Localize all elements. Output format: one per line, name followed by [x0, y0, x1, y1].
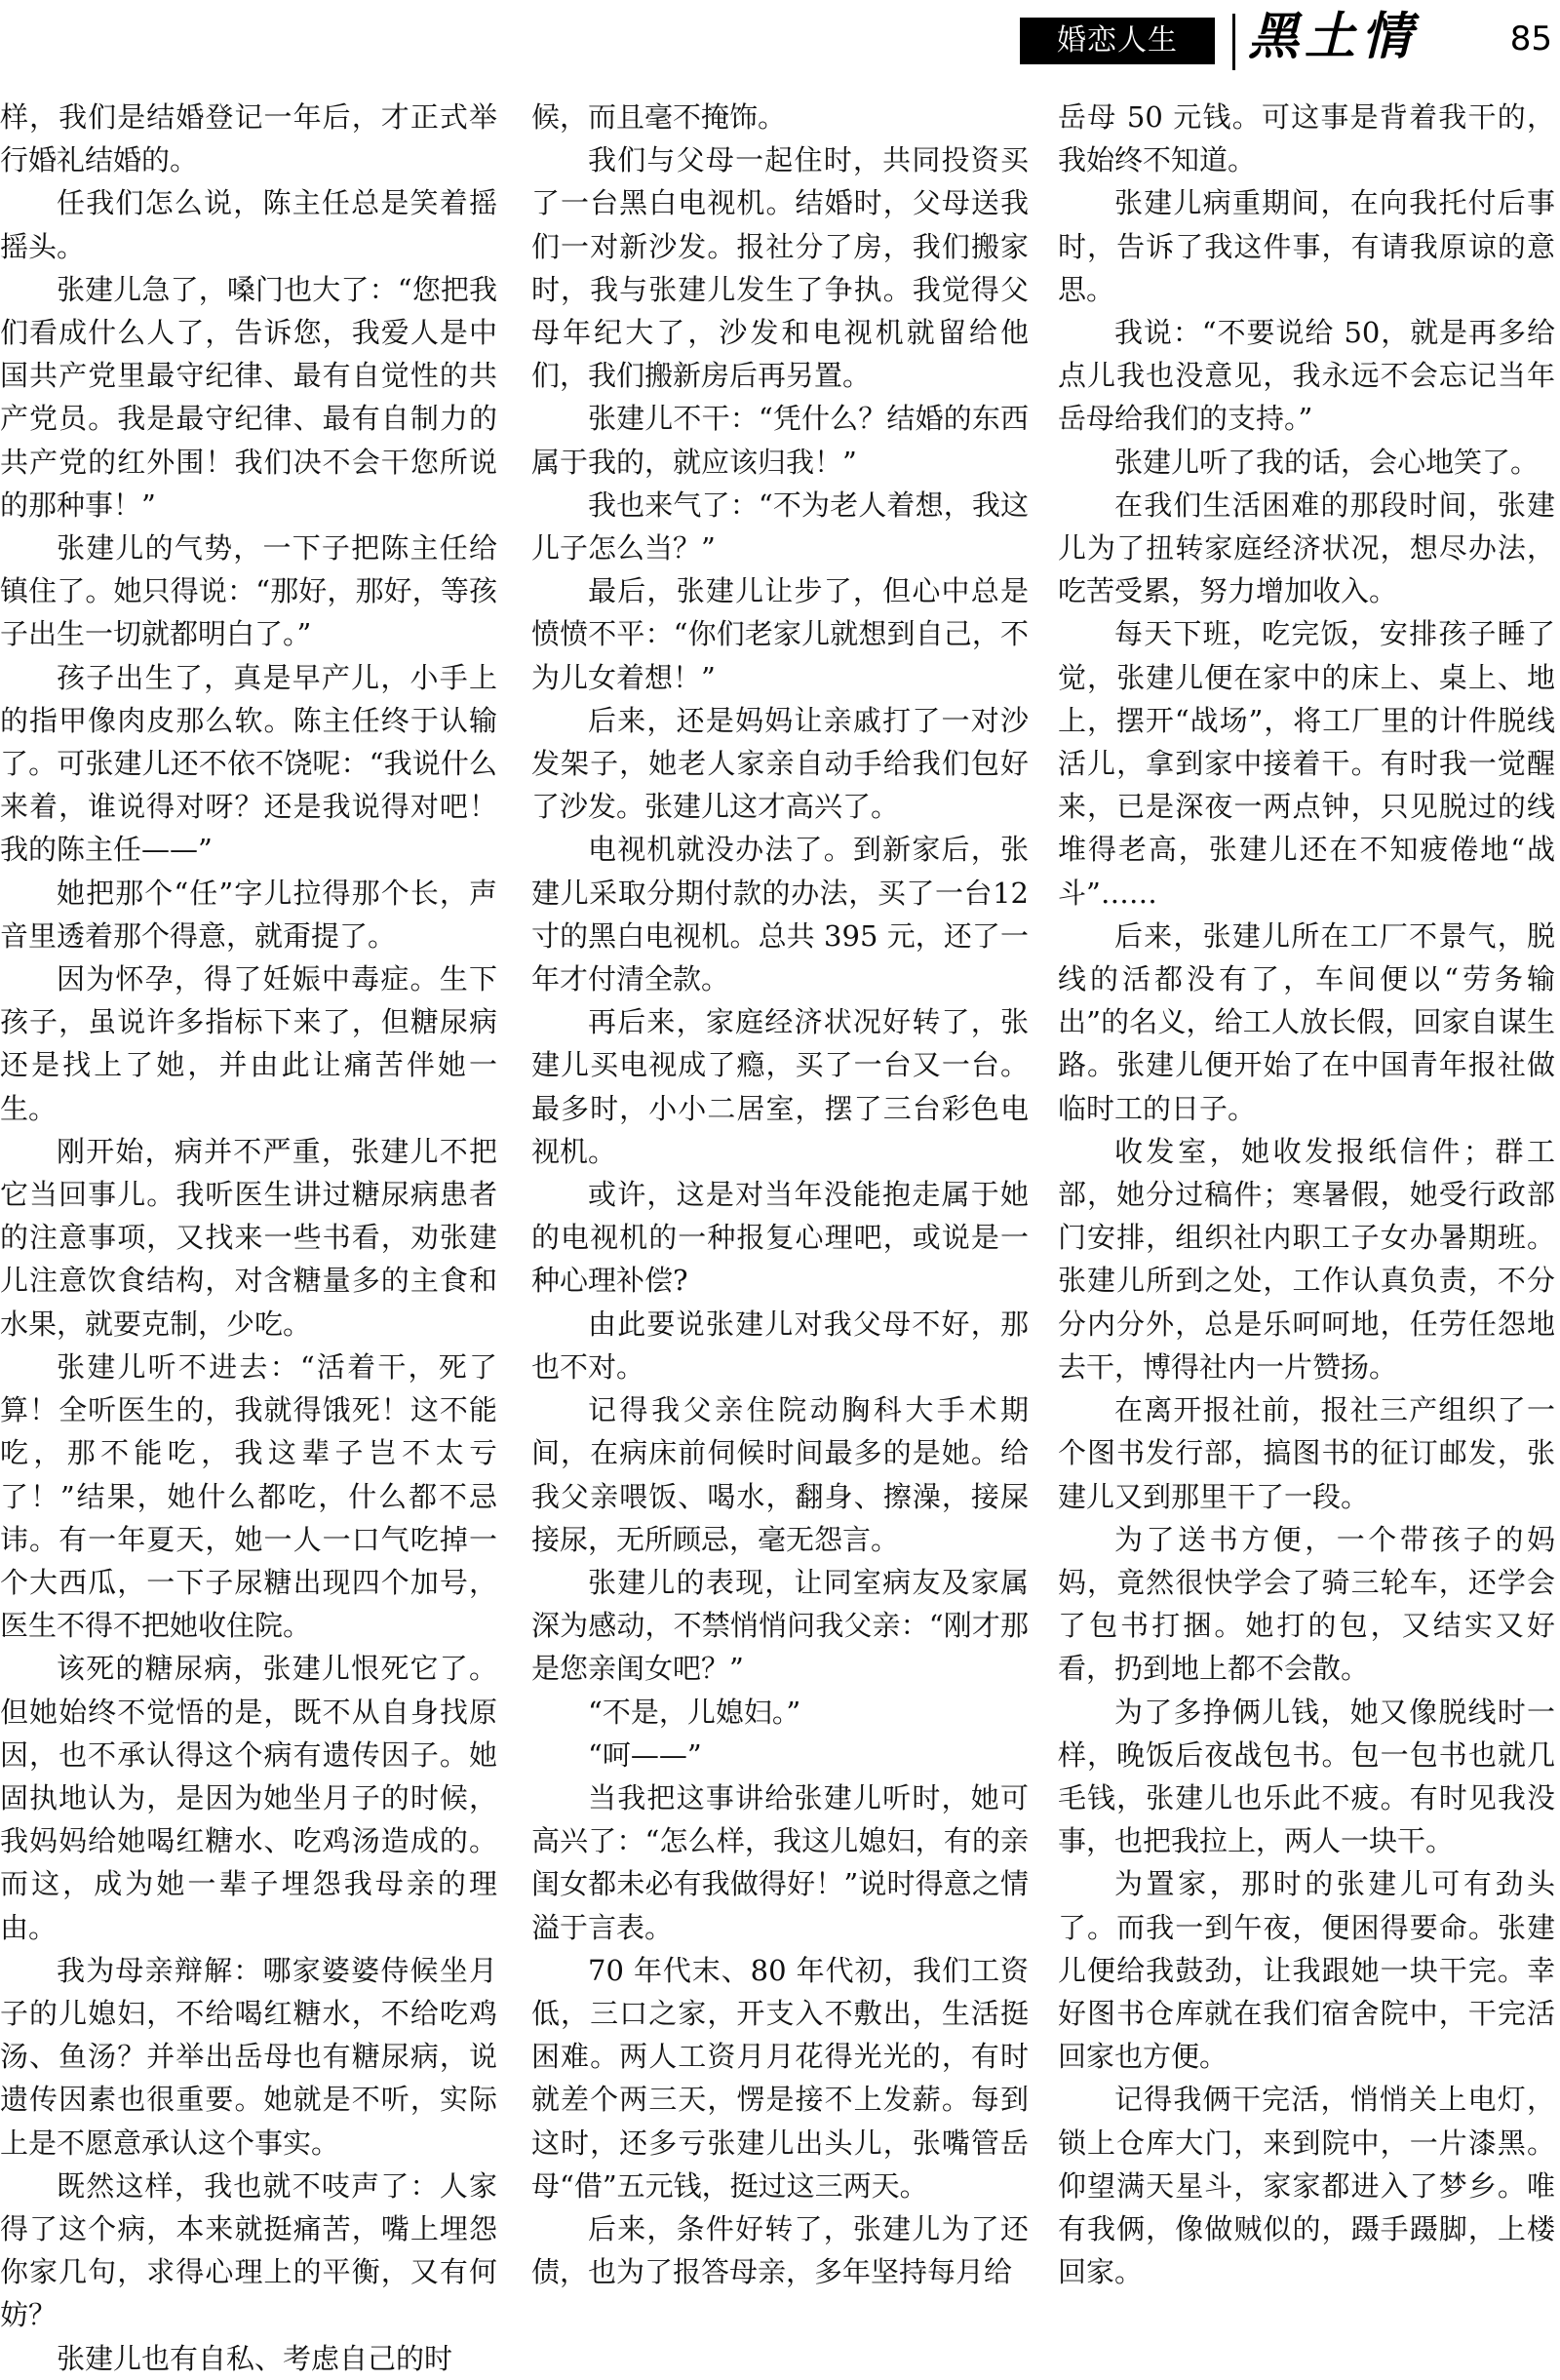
paragraph: 当我把这事讲给张建儿听时，她可高兴了：“怎么样，我这儿媳妇，有的亲闺女都未必有我做得好！”说时得意之情溢于言表。 — [531, 1780, 1029, 1944]
paragraph: 张建儿的气势，一下子把陈主任给镇住了。她只得说：“那好，那好，等孩子出生一切就都明白了。” — [0, 531, 497, 651]
paragraph: 刚开始，病并不严重，张建儿不把它当回事儿。我听医生讲过糖尿病患者的注意事项，又找来一些书看，劝张建儿注意饮食结构，对含糖量多的主食和水果，就要克制，少吃。 — [0, 1134, 497, 1341]
magazine-logo: 黑土情 — [1248, 7, 1419, 66]
paragraph: 张建儿听不进去：“活着干，死了算！全听医生的，我就得饿死！这不能吃，那不能吃，我这辈子岂不太亏了！”结果，她什么都吃，什么都不忌讳。有一年夏天，她一人一口气吃掉一个大西瓜，一下子尿糖出现四个加号，医生不得不把她收住院。 — [0, 1349, 497, 1643]
text-column-1 — [0, 96, 497, 2375]
paragraph: 该死的糖尿病，张建儿恨死它了。但她始终不觉悟的是，既不从自身找原因，也不承认得这个病有遗传因子。她固执地认为，是因为她坐月子的时候，我妈妈给她喝红糖水、吃鸡汤造成的。而这，成为她一辈子埋怨我母亲的理由。 — [0, 1652, 497, 1944]
paragraph: 记得我俩干完活，悄悄关上电灯，锁上仓库大门，来到院中，一片漆黑。仰望满天星斗，家家都进入了梦乡。唯有我俩，像做贼似的，蹑手蹑脚，上楼回家。 — [1058, 2083, 1555, 2289]
paragraph: 张建儿的表现，让同室病友及家属深为感动，不禁悄悄问我父亲：“刚才那是您亲闺女吧？” — [531, 1565, 1029, 1686]
paragraph: 张建儿也有自私、考虑自己的时 — [57, 2341, 453, 2375]
paragraph: 张建儿急了，嗓门也大了：“您把我们看成什么人了，告诉您，我爱人是中国共产党里最守纪律、最有自觉性的共产党员。我是最守纪律、最有自制力的共产党的红外围！我们决不会干您所说的那种事！” — [0, 272, 497, 522]
paragraph: 我说：“不要说给 50，就是再多给点儿我也没意见，我永远不会忘记当年岳母给我们的支持。” — [1058, 316, 1555, 436]
paragraph: 我也来气了：“不为老人着想，我这儿子怎么当？” — [531, 488, 1029, 566]
paragraph: 我们与父母一起住时，共同投资买了一台黑白电视机。结婚时，父母送我们一对新沙发。报社分了房，我们搬家时，我与张建儿发生了争执。我觉得父母年纪大了，沙发和电视机就留给他们，我们搬新房后再另置。 — [531, 143, 1029, 393]
article-body — [0, 96, 1560, 2375]
paragraph: 后来，张建儿所在工厂不景气，脱线的活都没有了，车间便以“劳务输出”的名义，给工人放长假，回家自谋生路。张建儿便开始了在中国青年报社做临时工的日子。 — [1058, 918, 1555, 1125]
header-divider — [1232, 14, 1235, 70]
paragraph: 样，我们是结婚登记一年后，才正式举行婚礼结婚的。 — [0, 100, 497, 177]
paragraph: 在离开报社前，报社三产组织了一个图书发行部，搞图书的征订邮发，张建儿又到那里干了一段。 — [1058, 1393, 1555, 1513]
paragraph: 任我们怎么说，陈主任总是笑着摇摇头。 — [0, 186, 497, 263]
page-header — [0, 0, 1560, 70]
paragraph: 她把那个“任”字儿拉得那个长，声音里透着那个得意，就甭提了。 — [0, 876, 497, 953]
paragraph: 候，而且毫不掩饰。 — [531, 100, 787, 134]
paragraph: 张建儿听了我的话，会心地笑了。 — [1114, 445, 1540, 479]
paragraph: 电视机就没办法了。到新家后，张建儿采取分期付款的办法，买了一台12 寸的黑白电视机。总共 395 元，还了一年才付清全款。 — [531, 833, 1029, 996]
paragraph: 因为怀孕，得了妊娠中毒症。生下孩子，虽说许多指标下来了，但糖尿病还是找上了她，并由此让痛苦伴她一生。 — [0, 962, 497, 1125]
paragraph: 由此要说张建儿对我父母不好，那也不对。 — [531, 1307, 1029, 1384]
paragraph: 记得我父亲住院动胸科大手术期间，在病床前伺候时间最多的是她。给我父亲喂饭、喝水，翻身、擦澡，接屎接尿，无所顾忌，毫无怨言。 — [531, 1393, 1029, 1556]
paragraph: 既然这样，我也就不吱声了：人家得了这个病，本来就挺痛苦，嘴上埋怨你家几句，求得心理上的平衡，又有何妨？ — [0, 2168, 497, 2332]
paragraph: 最后，张建儿让步了，但心中总是愤愤不平：“你们老家儿就想到自己，不为儿女着想！” — [531, 574, 1029, 694]
paragraph: 岳母 50 元钱。可这事是背着我干的，我始终不知道。 — [1058, 100, 1555, 177]
paragraph: 后来，还是妈妈让亲戚打了一对沙发架子，她老人家亲自动手给我们包好了沙发。张建儿这才高兴了。 — [531, 703, 1029, 824]
page-number: 85 — [1509, 20, 1552, 59]
paragraph: 70 年代末、80 年代初，我们工资低，三口之家，开支入不敷出，生活挺困难。两人工资月月花得光光的，有时就差个两三天，愣是接不上发薪。每到这时，还多亏张建儿出头儿，张嘴管岳母“借”五元钱，挺过这三两天。 — [531, 1953, 1029, 2203]
paragraph: 为了多挣俩儿钱，她又像脱线时一样，晚饭后夜战包书。包一包书也就几毛钱，张建儿也乐此不疲。有时见我没事，也把我拉上，两人一块干。 — [1058, 1695, 1555, 1858]
paragraph: 张建儿病重期间，在向我托付后事时，告诉了我这件事，有请我原谅的意思。 — [1058, 186, 1555, 306]
text-column-2 — [531, 96, 1029, 2289]
paragraph: 为置家，那时的张建儿可有劲头了。而我一到午夜，便困得要命。张建儿便给我鼓劲，让我跟她一块干完。幸好图书仓库就在我们宿舍院中，干完活回家也方便。 — [1058, 1867, 1555, 2074]
paragraph: 为了送书方便，一个带孩子的妈妈，竟然很快学会了骑三轮车，还学会了包书打捆。她打的包，又结实又好看，扔到地上都不会散。 — [1058, 1522, 1555, 1686]
paragraph: 在我们生活困难的那段时间，张建儿为了扭转家庭经济状况，想尽办法，吃苦受累，努力增加收入。 — [1058, 488, 1555, 608]
paragraph: 收发室，她收发报纸信件；群工部，她分过稿件；寒暑假，她受行政部门安排，组织社内职工子女办暑期班。张建儿所到之处，工作认真负责，不分分内分外，总是乐呵呵地，任劳任怨地去干，博得社内一片赞扬。 — [1058, 1134, 1555, 1384]
paragraph: 再后来，家庭经济状况好转了，张建儿买电视成了瘾，买了一台又一台。最多时，小小二居室，摆了三台彩色电视机。 — [531, 1005, 1029, 1168]
section-label: 婚恋人生 — [1020, 18, 1215, 64]
paragraph: 我为母亲辩解：哪家婆婆侍候坐月子的儿媳妇，不给喝红糖水，不给吃鸡汤、鱼汤？并举出岳母也有糖尿病，说遗传因素也很重要。她就是不听，实际上是不愿意承认这个事实。 — [0, 1953, 497, 2160]
text-column-3 — [1058, 96, 1555, 2289]
paragraph: 每天下班，吃完饭，安排孩子睡了觉，张建儿便在家中的床上、桌上、地上，摆开“战场”，将工厂里的计件脱线活儿，拿到家中接着干。有时我一觉醒来，已是深夜一两点钟，只见脱过的线堆得老高，张建儿还在不知疲倦地“战斗”…… — [1058, 617, 1555, 910]
paragraph: 后来，条件好转了，张建儿为了还债，也为了报答母亲，多年坚持每月给 — [531, 2211, 1029, 2289]
paragraph: 孩子出生了，真是早产儿，小手上的指甲像肉皮那么软。陈主任终于认输了。可张建儿还不依不饶呢：“我说什么来着，谁说得对呀？还是我说得对吧！我的陈主任——” — [0, 660, 497, 867]
paragraph: 或许，这是对当年没能抱走属于她的电视机的一种报复心理吧，或说是一种心理补偿? — [531, 1178, 1029, 1298]
paragraph: “不是，儿媳妇。” — [588, 1695, 801, 1729]
paragraph: “呵——” — [588, 1737, 702, 1772]
paragraph: 张建儿不干：“凭什么？结婚的东西属于我的，就应该归我！” — [531, 402, 1029, 479]
